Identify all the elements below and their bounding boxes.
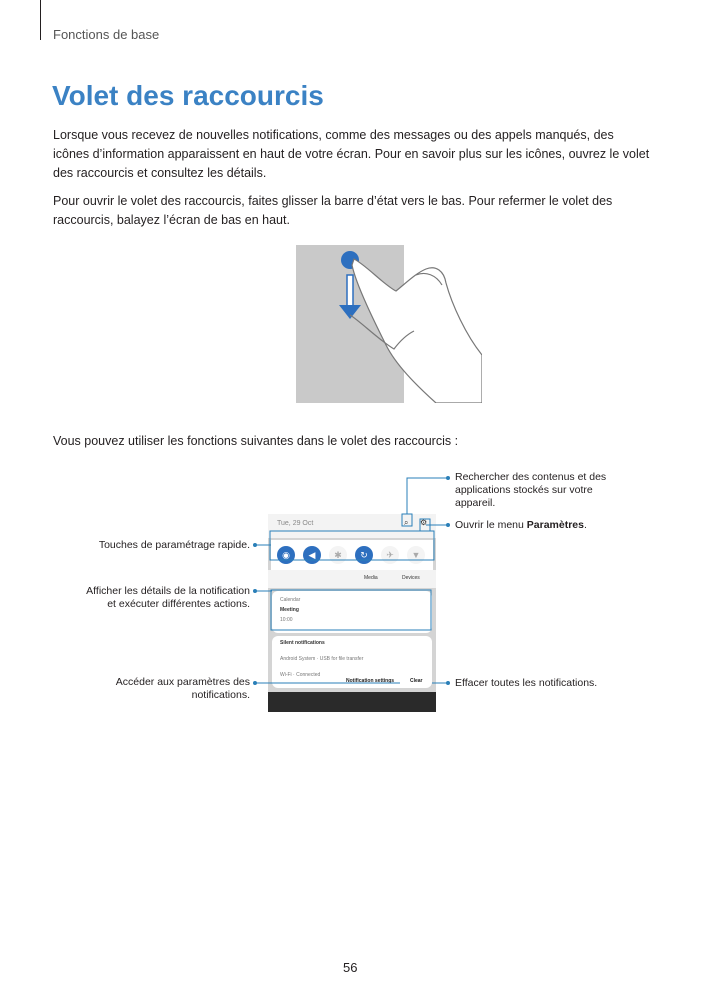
notification-settings-button[interactable]: Notification settings (346, 678, 395, 684)
notification-card[interactable] (272, 591, 432, 633)
notification-settings-line-2: notifications. (191, 689, 250, 701)
settings-annotation-bold: Paramètres (526, 519, 584, 531)
media-button[interactable]: Media (364, 575, 378, 581)
notification-details-line-2: et exécuter différentes actions. (107, 598, 250, 610)
clear-all-button[interactable]: Clear (410, 678, 423, 684)
navigation-bar (268, 692, 436, 712)
callout-dot (446, 523, 450, 527)
search-callout-line (407, 478, 448, 514)
panel-date: Tue, 29 Oct (277, 520, 314, 527)
auto-rotate-toggle-icon[interactable]: ↻ (355, 546, 373, 564)
open-panel-paragraph: Pour ouvrir le volet des raccourcis, faites glisser la barre d’état vers le bas. Pour refermer le volet des raccourcis, balayez l’écran de bas en haut. (53, 194, 613, 227)
search-annotation: Rechercher des contenus et des applications stockés sur votre appareil. (455, 471, 607, 509)
page-number: 56 (343, 960, 358, 975)
page-title: Volet des raccourcis (52, 80, 324, 111)
bluetooth-toggle-icon[interactable]: ✱ (329, 546, 347, 564)
quick-settings-annotation: Touches de paramétrage rapide. (98, 539, 250, 551)
header-rule (40, 0, 41, 40)
notification-panel-screenshot (268, 514, 436, 712)
notification-app-name: Calendar (280, 597, 301, 603)
notification-details-annotation (50, 585, 250, 611)
settings-annotation (455, 519, 655, 532)
notification-title: Meeting (280, 607, 299, 613)
panel-header (268, 514, 436, 538)
callout-dot (446, 681, 450, 685)
settings-annotation-prefix: Ouvrir le menu (455, 519, 527, 531)
swipe-down-illustration (296, 245, 482, 403)
media-devices-row (268, 570, 436, 588)
gear-icon[interactable]: ⚙ (420, 518, 428, 527)
notification-settings-annotation (50, 676, 250, 702)
wifi-toggle-icon[interactable]: ◉ (277, 546, 295, 564)
notification-settings-line-1: Accéder aux paramètres des (115, 676, 250, 688)
callout-dot (253, 681, 257, 685)
section-title: Fonctions de base (53, 27, 160, 42)
devices-button[interactable]: Devices (402, 575, 420, 581)
sound-toggle-icon[interactable]: ◀ (303, 546, 321, 564)
silent-notification-item[interactable]: Wi-Fi · Connected (280, 672, 321, 678)
silent-notification-item[interactable]: Android System · USB for file transfer (280, 656, 364, 662)
notification-time: 10:00 (280, 617, 293, 623)
callout-dot (253, 543, 257, 547)
silent-notifications-header: Silent notifications (280, 640, 325, 646)
intro-paragraph: Lorsque vous recevez de nouvelles notifications, comme des messages ou des appels manqués, des icônes d’information apparaissent en haut de votre écran. Pour en savoir plus sur les icônes, ouvrez le volet des raccourcis et consultez les détails. (53, 128, 650, 180)
functions-paragraph: Vous pouvez utiliser les fonctions suivantes dans le volet des raccourcis : (53, 434, 459, 448)
clear-all-annotation: Effacer toutes les notifications. (455, 677, 598, 689)
search-icon[interactable]: ⌕ (404, 518, 409, 527)
settings-annotation-suffix: . (584, 519, 587, 531)
airplane-mode-toggle-icon[interactable]: ✈ (381, 546, 399, 564)
callout-dot (253, 589, 257, 593)
flashlight-toggle-icon[interactable]: ▼ (407, 546, 425, 564)
callout-dot (446, 476, 450, 480)
quick-settings-row (271, 540, 433, 570)
notification-details-line-1: Afficher les détails de la notification (86, 585, 250, 597)
